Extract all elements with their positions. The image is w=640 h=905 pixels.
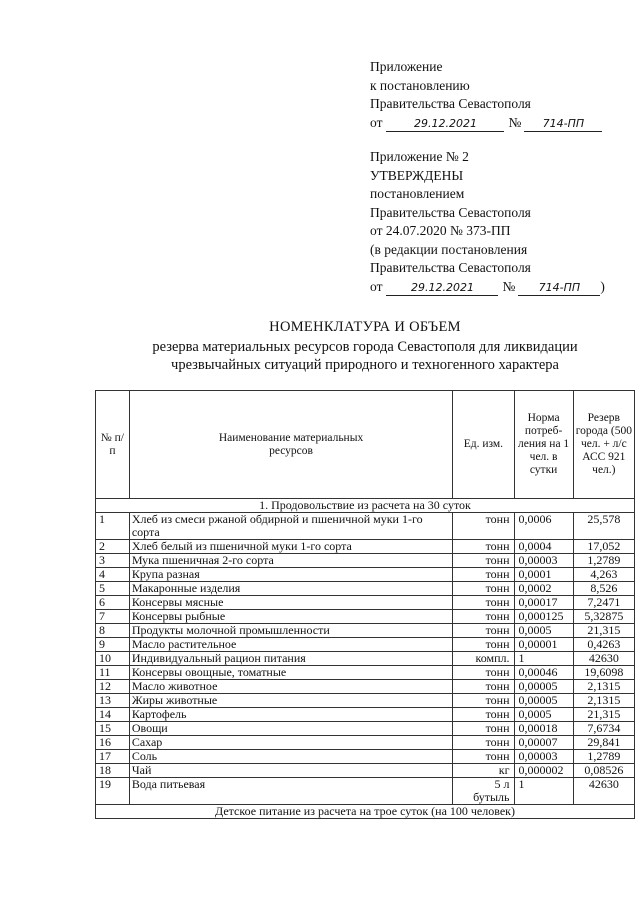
cell-unit: тонн bbox=[453, 736, 514, 750]
appendix-line: Приложение bbox=[370, 59, 443, 74]
cell-reserve: 8,526 bbox=[573, 582, 634, 596]
table-row bbox=[96, 513, 635, 540]
cell-norm: 0,00018 bbox=[514, 722, 573, 736]
cell-norm: 1 bbox=[514, 652, 573, 666]
cell-num: 18 bbox=[96, 764, 130, 778]
handwritten-date: 29.12.2021 bbox=[386, 117, 504, 132]
cell-unit: тонн bbox=[453, 708, 514, 722]
header-reserve: Резерв города (500 чел. + л/с АСС 921 чел.) bbox=[573, 391, 634, 499]
table-row bbox=[96, 694, 635, 708]
cell-unit: 5 л бутыль bbox=[453, 778, 514, 805]
cell-unit: тонн bbox=[453, 694, 514, 708]
cell-reserve: 21,315 bbox=[573, 624, 634, 638]
cell-name: Индивидуальный рацион питания bbox=[129, 652, 452, 666]
appendix-line: Правительства Севастополя bbox=[370, 96, 531, 111]
cell-norm: 0,00003 bbox=[514, 750, 573, 764]
table-row bbox=[96, 680, 635, 694]
appendix-date-line bbox=[370, 114, 620, 133]
cell-num: 3 bbox=[96, 554, 130, 568]
handwritten-date: 29.12.2021 bbox=[386, 281, 498, 296]
table-row bbox=[96, 764, 635, 778]
cell-unit: тонн bbox=[453, 568, 514, 582]
table-row bbox=[96, 540, 635, 554]
table-row bbox=[96, 750, 635, 764]
cell-norm: 0,0001 bbox=[514, 568, 573, 582]
cell-reserve: 4,263 bbox=[573, 568, 634, 582]
cell-unit: тонн bbox=[453, 513, 514, 540]
table-row bbox=[96, 582, 635, 596]
approval-line: Приложение № 2 bbox=[370, 149, 469, 164]
cell-reserve: 5,32875 bbox=[573, 610, 634, 624]
approval-line: Правительства Севастополя bbox=[370, 204, 531, 220]
cell-reserve: 42630 bbox=[573, 778, 634, 805]
cell-reserve: 25,578 bbox=[573, 513, 634, 540]
table-row bbox=[96, 624, 635, 638]
section-row bbox=[96, 499, 635, 513]
handwritten-number: 714-ПП bbox=[518, 281, 600, 296]
table-header-row bbox=[96, 391, 635, 499]
cell-name: Сахар bbox=[129, 736, 452, 750]
header-num: № п/п bbox=[96, 391, 130, 499]
cell-unit: тонн bbox=[453, 610, 514, 624]
cell-num: 17 bbox=[96, 750, 130, 764]
cell-name: Жиры животные bbox=[129, 694, 452, 708]
appendix-header bbox=[370, 58, 620, 132]
cell-reserve: 0,08526 bbox=[573, 764, 634, 778]
title-sub: резерва материальных ресурсов города Севастополя для ликвидации bbox=[152, 339, 578, 355]
cell-name: Мука пшеничная 2-го сорта bbox=[129, 554, 452, 568]
cell-norm: 0,0005 bbox=[514, 708, 573, 722]
cell-unit: тонн bbox=[453, 722, 514, 736]
approval-line: Правительства Севастополя bbox=[370, 260, 531, 275]
number-sign: № bbox=[508, 114, 522, 130]
approval-line: постановлением bbox=[370, 186, 465, 201]
cell-num: 11 bbox=[96, 666, 130, 680]
appendix-line: к постановлению bbox=[370, 77, 470, 93]
cell-name: Чай bbox=[129, 764, 452, 778]
table-row bbox=[96, 652, 635, 666]
table-row bbox=[96, 708, 635, 722]
closing-paren: ) bbox=[600, 278, 605, 294]
table-row bbox=[96, 638, 635, 652]
cell-reserve: 1,2789 bbox=[573, 554, 634, 568]
cell-reserve: 42630 bbox=[573, 652, 634, 666]
cell-name: Хлеб белый из пшеничной муки 1-го сорта bbox=[129, 540, 452, 554]
table-row bbox=[96, 554, 635, 568]
cell-name: Крупа разная bbox=[129, 568, 452, 582]
section-title: 1. Продовольствие из расчета на 30 суток bbox=[96, 499, 635, 513]
cell-norm: 0,00005 bbox=[514, 694, 573, 708]
cell-num: 1 bbox=[96, 513, 130, 540]
table-row bbox=[96, 568, 635, 582]
cell-name: Соль bbox=[129, 750, 452, 764]
table-row bbox=[96, 666, 635, 680]
section-row bbox=[96, 805, 635, 819]
approval-header bbox=[370, 148, 620, 296]
cell-num: 10 bbox=[96, 652, 130, 666]
section-title: Детское питание из расчета на трое суток (на 100 человек) bbox=[96, 805, 635, 819]
cell-reserve: 2,1315 bbox=[573, 680, 634, 694]
table-row bbox=[96, 736, 635, 750]
from-label: от bbox=[370, 278, 383, 294]
cell-unit: тонн bbox=[453, 680, 514, 694]
cell-norm: 0,00001 bbox=[514, 638, 573, 652]
title-main: НОМЕНКЛАТУРА И ОБЪЕМ bbox=[269, 319, 461, 335]
cell-norm: 0,000002 bbox=[514, 764, 573, 778]
cell-num: 16 bbox=[96, 736, 130, 750]
header-norm: Норма потреб-ления на 1 чел. в сутки bbox=[514, 391, 573, 499]
header-unit: Ед. изм. bbox=[453, 391, 514, 499]
table-row bbox=[96, 610, 635, 624]
table-row bbox=[96, 778, 635, 805]
cell-norm: 0,00007 bbox=[514, 736, 573, 750]
table-row bbox=[96, 596, 635, 610]
cell-norm: 0,0004 bbox=[514, 540, 573, 554]
cell-num: 9 bbox=[96, 638, 130, 652]
cell-reserve: 21,315 bbox=[573, 708, 634, 722]
cell-norm: 0,00005 bbox=[514, 680, 573, 694]
cell-norm: 0,0005 bbox=[514, 624, 573, 638]
cell-unit: кг bbox=[453, 764, 514, 778]
number-sign: № bbox=[502, 278, 516, 294]
cell-unit: тонн bbox=[453, 582, 514, 596]
cell-norm: 0,0006 bbox=[514, 513, 573, 540]
handwritten-number: 714-ПП bbox=[524, 117, 602, 132]
cell-name: Макаронные изделия bbox=[129, 582, 452, 596]
cell-norm: 0,000125 bbox=[514, 610, 573, 624]
cell-name: Масло животное bbox=[129, 680, 452, 694]
cell-name: Хлеб из смеси ржаной обдирной и пшеничной муки 1-го сорта bbox=[129, 513, 452, 540]
resources-table bbox=[95, 390, 635, 819]
cell-unit: тонн bbox=[453, 750, 514, 764]
cell-reserve: 17,052 bbox=[573, 540, 634, 554]
cell-unit: тонн bbox=[453, 666, 514, 680]
cell-unit: тонн bbox=[453, 624, 514, 638]
cell-name: Вода питьевая bbox=[129, 778, 452, 805]
approval-line: от 24.07.2020 № 373-ПП bbox=[370, 223, 511, 238]
approval-line: УТВЕРЖДЕНЫ bbox=[370, 167, 464, 183]
cell-num: 12 bbox=[96, 680, 130, 694]
cell-reserve: 0,4263 bbox=[573, 638, 634, 652]
cell-num: 7 bbox=[96, 610, 130, 624]
title-sub: чрезвычайных ситуаций природного и техногенного характера bbox=[171, 357, 559, 373]
from-label: от bbox=[370, 114, 383, 130]
cell-norm: 1 bbox=[514, 778, 573, 805]
table-row bbox=[96, 722, 635, 736]
cell-num: 4 bbox=[96, 568, 130, 582]
cell-name: Масло растительное bbox=[129, 638, 452, 652]
cell-num: 5 bbox=[96, 582, 130, 596]
cell-reserve: 19,6098 bbox=[573, 666, 634, 680]
cell-unit: тонн bbox=[453, 540, 514, 554]
cell-unit: тонн bbox=[453, 554, 514, 568]
approval-line: (в редакции постановления bbox=[370, 241, 528, 257]
cell-reserve: 7,6734 bbox=[573, 722, 634, 736]
cell-num: 15 bbox=[96, 722, 130, 736]
header-name: Наименование материальных ресурсов bbox=[129, 391, 452, 499]
cell-unit: тонн bbox=[453, 596, 514, 610]
cell-norm: 0,00017 bbox=[514, 596, 573, 610]
cell-norm: 0,00046 bbox=[514, 666, 573, 680]
cell-name: Продукты молочной промышленности bbox=[129, 624, 452, 638]
cell-name: Картофель bbox=[129, 708, 452, 722]
cell-unit: компл. bbox=[453, 652, 514, 666]
cell-num: 2 bbox=[96, 540, 130, 554]
cell-reserve: 2,1315 bbox=[573, 694, 634, 708]
cell-name: Консервы мясные bbox=[129, 596, 452, 610]
cell-num: 13 bbox=[96, 694, 130, 708]
document-title bbox=[90, 318, 640, 374]
cell-num: 8 bbox=[96, 624, 130, 638]
cell-name: Овощи bbox=[129, 722, 452, 736]
cell-reserve: 7,2471 bbox=[573, 596, 634, 610]
cell-name: Консервы рыбные bbox=[129, 610, 452, 624]
cell-reserve: 1,2789 bbox=[573, 750, 634, 764]
cell-num: 19 bbox=[96, 778, 130, 805]
cell-name: Консервы овощные, томатные bbox=[129, 666, 452, 680]
cell-norm: 0,00003 bbox=[514, 554, 573, 568]
cell-norm: 0,0002 bbox=[514, 582, 573, 596]
cell-num: 6 bbox=[96, 596, 130, 610]
cell-unit: тонн bbox=[453, 638, 514, 652]
cell-num: 14 bbox=[96, 708, 130, 722]
approval-date-line bbox=[370, 278, 620, 297]
cell-reserve: 29,841 bbox=[573, 736, 634, 750]
